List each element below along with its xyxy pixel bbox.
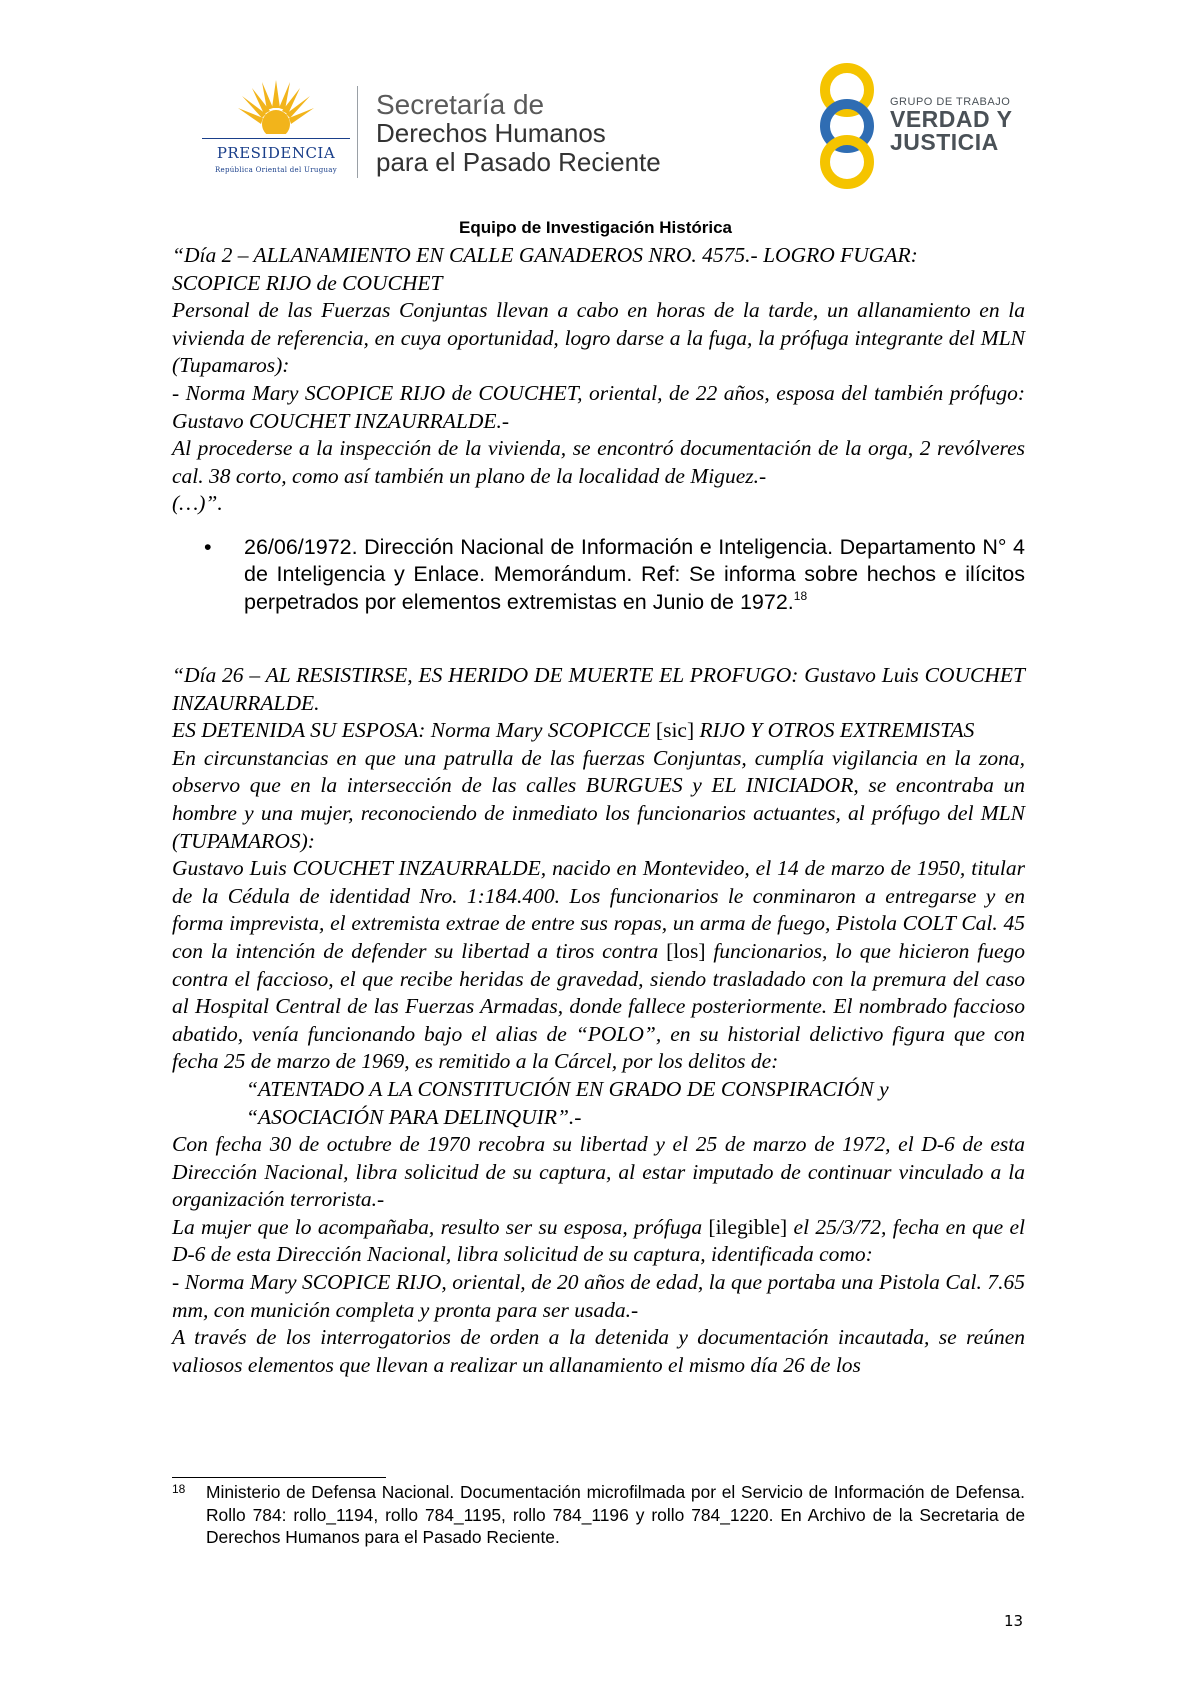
footnote-separator bbox=[172, 1477, 386, 1478]
gtvj-line-3: JUSTICIA bbox=[890, 129, 999, 155]
day26-paragraph-2a: Gustavo Luis COUCHET INZAURRALDE, nacido en Montevideo, el 14 de marzo de 1950, titular de la Cédula de identidad Nro. 1:184.400. Los funcionarios le conminaron a entregarse y en forma imprevista, el extremista extrae de entre sus ropas, un arma de fuego, Pistola COLT Cal. 45 con la intención de defender su libertad a tiros contra bbox=[172, 856, 1025, 963]
presidencia-subtitle: República Oriental del Uruguay bbox=[214, 166, 338, 174]
footnote-text: Ministerio de Defensa Nacional. Documentación microfilmada por el Servicio de Información de Defensa. Rollo 784: rollo_1194, rollo 784_1195, rollo 784_1196 y rollo 784_1220. En Archivo de la Secretaria de Derechos Humanos para el Pasado Reciente. bbox=[206, 1482, 1025, 1548]
gtvj-line-1: GRUPO DE TRABAJO bbox=[890, 96, 1011, 108]
secretaria-logo-text bbox=[376, 90, 661, 177]
day2-paragraph-1: Personal de las Fuerzas Conjuntas llevan a cabo en horas de la tarde, un allanamiento en la vivienda de referencia, en cuya oportunidad, logro darse a la fuga, la prófuga integrante del MLN (Tupamaros): bbox=[172, 298, 1025, 378]
verdad-justicia-logo bbox=[812, 62, 1032, 190]
day26-title-2a: ES DETENIDA SU ESPOSA: Norma Mary SCOPICCE bbox=[172, 718, 651, 743]
day26-paragraph-2 bbox=[172, 855, 1025, 1076]
day26-title-1: “Día 26 – AL RESISTIRSE, ES HERIDO DE MUERTE EL PROFUGO: Gustavo Luis COUCHET INZAURRALDE. bbox=[172, 663, 1025, 715]
day26-paragraph-1: En circunstancias en que una patrulla de las fuerzas Conjuntas, cumplía vigilancia en la zona, observo que en la intersección de las calles BURGUES y EL INICIADOR, se encontraba un hombre y una mujer, reconociendo de inmediato los funcionarios actuantes, al prófugo del MLN (TUPAMAROS): bbox=[172, 745, 1025, 853]
interlocked-rings-icon bbox=[812, 62, 882, 190]
presidencia-rule bbox=[202, 138, 350, 139]
presidencia-wordmark: PRESIDENCIA bbox=[216, 144, 336, 162]
page-number: 13 bbox=[1004, 1612, 1024, 1630]
day2-title-line-2: SCOPICE RIJO de COUCHET bbox=[172, 270, 443, 295]
footnote-ref[interactable]: 18 bbox=[793, 588, 808, 603]
day26-paragraph-4b: el 25/3/72, fecha en que el D-6 de esta Dirección Nacional, libra solicitud de su captura, identificada como: bbox=[172, 1214, 1026, 1267]
day26-paragraph-3: Con fecha 30 de octubre de 1970 recobra su libertad y el 25 de marzo de 1972, el D-6 de esta Dirección Nacional, libra solicitud de su captura, al estar imputado de continuar vinculado a la organización terrorista.- bbox=[172, 1132, 1025, 1212]
footnote-number: 18 bbox=[172, 1482, 186, 1496]
quote-block-day-26 bbox=[172, 662, 1025, 1379]
day2-paragraph-3: Al procederse a la inspección de la vivienda, se encontró documentación de la orga, 2 revólveres cal. 38 corto, como así también un plano de la localidad de Miguez.- bbox=[172, 436, 1025, 488]
gtvj-line-2: VERDAD Y bbox=[890, 106, 1013, 132]
los-note: [los] bbox=[666, 938, 706, 963]
bullet-text-body: 26/06/1972. Dirección Nacional de Información e Inteligencia. Departamento N° 4 de Inteligencia y Enlace. Memorándum. Ref: Se informa sobre hechos e ilícitos perpetrados por elementos extremistas en Junio de 1972. bbox=[244, 535, 1025, 614]
page-header bbox=[0, 0, 1191, 215]
secretaria-line-2: Derechos Humanos bbox=[376, 118, 606, 148]
verdad-justicia-wordmark bbox=[890, 96, 1012, 154]
ilegible-note: [ilegible] bbox=[708, 1214, 788, 1239]
secretaria-line-1: Secretaría de bbox=[376, 89, 545, 120]
day26-paragraph-4a: La mujer que lo acompañaba, resulto ser su esposa, prófuga bbox=[172, 1214, 703, 1239]
bullet-dot-icon: • bbox=[204, 535, 212, 559]
day26-paragraph-6: A través de los interrogatorios de orden a la detenida y documentación incautada, se reúnen valiosos elementos que llevan a realizar un allanamiento el mismo día 26 de los bbox=[172, 1325, 1025, 1377]
team-title: Equipo de Investigación Histórica bbox=[459, 218, 732, 237]
bullet-text bbox=[244, 534, 1025, 616]
day26-title-2b: RIJO Y OTROS EXTREMISTAS bbox=[699, 718, 975, 743]
day2-paragraph-2: - Norma Mary SCOPICE RIJO de COUCHET, oriental, de 22 años, esposa del también prófugo: Gustavo COUCHET INZAURRALDE.- bbox=[172, 380, 1025, 433]
bullet-item-memorandum bbox=[172, 534, 1025, 616]
charges-quote-1: “ATENTADO A LA CONSTITUCIÓN EN GRADO DE CONSPIRACIÓN y bbox=[246, 1076, 889, 1101]
day2-paragraph-4: (…)”. bbox=[172, 491, 223, 516]
day26-paragraph-4 bbox=[172, 1214, 1025, 1269]
quote-block-day-2 bbox=[172, 242, 1025, 518]
secretaria-line-3: para el Pasado Reciente bbox=[376, 147, 661, 177]
charges-quote-2: “ASOCIACIÓN PARA DELINQUIR”.- bbox=[246, 1104, 582, 1129]
logo-divider bbox=[357, 86, 358, 178]
day26-paragraph-5: - Norma Mary SCOPICE RIJO, oriental, de 20 años de edad, la que portaba una Pistola Cal. 7.65 mm, con munición completa y pronta para ser usada.- bbox=[172, 1270, 1025, 1322]
presidencia-logo bbox=[196, 78, 356, 193]
day26-title-2 bbox=[172, 717, 1025, 745]
footnote bbox=[172, 1481, 1025, 1549]
day26-paragraph-2b: funcionarios, lo que hicieron fuego contra el faccioso, el que recibe heridas de gravedad, siendo trasladado con la premura del caso al Hospital Central de las Fuerzas Armadas, donde fallece posteriormente. El nombrado faccioso abatido, venía funcionando bajo el alias de “POLO”, en su historial delictivo figura que con fecha 25 de marzo de 1969, es remitido a la Cárcel, por los delitos de: bbox=[172, 938, 1025, 1074]
sic-note: [sic] bbox=[655, 718, 695, 743]
day2-title-line-1: “Día 2 – ALLANAMIENTO EN CALLE GANADEROS NRO. 4575.- LOGRO FUGAR: bbox=[172, 243, 918, 267]
